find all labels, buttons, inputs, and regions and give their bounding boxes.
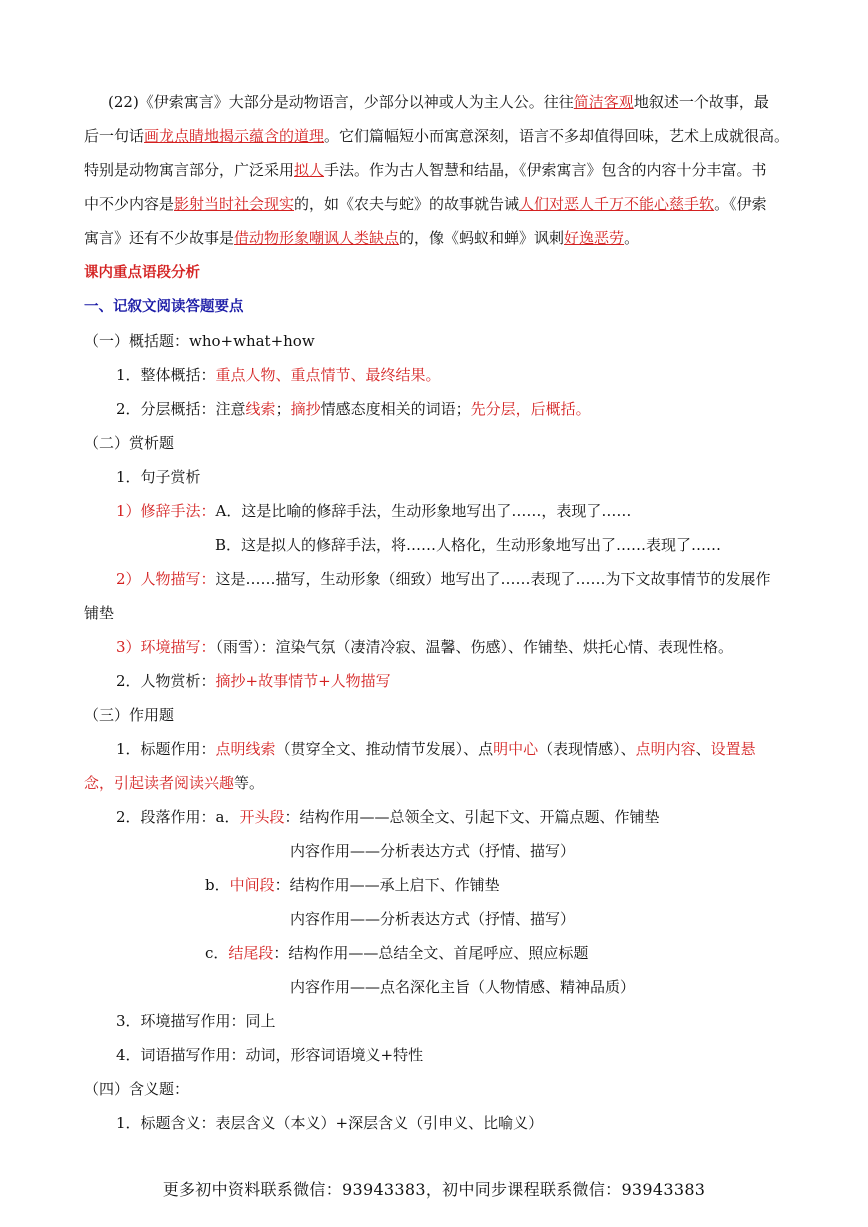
sec1-title: （一）概括题：who+what+how bbox=[84, 332, 315, 350]
text: 。《伊索 bbox=[714, 195, 767, 213]
para22-line-4 bbox=[84, 194, 767, 214]
label: 3）环境描写： bbox=[116, 638, 216, 656]
emphasis: 念，引起读者阅读兴趣 bbox=[84, 774, 235, 792]
text: 这是……描写，生动形象（细致）地写出了……表现了……为下文故事情节的发展作 bbox=[215, 570, 771, 588]
text: 。它们篇幅短小而寓意深刻，语言不多却值得回味，艺术上成就很高。 bbox=[324, 127, 790, 145]
text: 等。 bbox=[234, 774, 265, 792]
sec3-item-2-end-content: 内容作用——点名深化主旨（人物情感、精神品质） bbox=[290, 978, 636, 996]
text: 、 bbox=[695, 740, 711, 758]
text: (22)《伊索寓言》大部分是动物语言，少部分以神或人为主人公。往往 bbox=[108, 93, 574, 111]
text: 1．标题作用： bbox=[116, 740, 216, 758]
text: A．这是比喻的修辞手法，生动形象地写出了……，表现了…… bbox=[215, 502, 632, 520]
highlight: 画龙点睛地揭示蕴含的道理 bbox=[144, 127, 325, 145]
emphasis: 重点人物、重点情节、最终结果。 bbox=[215, 366, 441, 384]
sec3-item-2-end bbox=[205, 943, 588, 963]
sec3-item-1 bbox=[116, 739, 756, 759]
emphasis: 线索 bbox=[245, 400, 276, 418]
text: （雨雪）：渲染气氛（凄清冷寂、温馨、伤感）、作铺垫、烘托心情、表现性格。 bbox=[215, 638, 734, 656]
text: 2．分层概括：注意 bbox=[116, 400, 246, 418]
sec2-item-1: 1．句子赏析 bbox=[116, 468, 201, 486]
emphasis: 摘抄 bbox=[290, 400, 321, 418]
highlight: 影射当时社会现实 bbox=[174, 195, 295, 213]
text: 2．人物赏析： bbox=[116, 672, 216, 690]
para22-line-2 bbox=[84, 126, 789, 146]
para22-line-5 bbox=[84, 228, 639, 248]
sec2-environment bbox=[116, 637, 733, 657]
label: 2）人物描写： bbox=[116, 570, 216, 588]
sec2-rhetoric-b: B．这是拟人的修辞手法，将……人格化，生动形象地写出了……表现了…… bbox=[215, 536, 722, 554]
text: ：结构作用——承上启下、作铺垫 bbox=[274, 876, 500, 894]
sec3-item-2-mid-content: 内容作用——分析表达方式（抒情、描写） bbox=[290, 910, 576, 928]
text: 寓言》还有不少故事是 bbox=[84, 229, 235, 247]
para22-line-1 bbox=[108, 92, 769, 112]
text: ； bbox=[275, 400, 291, 418]
sec3-item-1-cont bbox=[84, 773, 264, 793]
text: 的，像《蚂蚁和蝉》讽刺 bbox=[399, 229, 565, 247]
emphasis: 先分层，后概括。 bbox=[470, 400, 591, 418]
emphasis: 摘抄+故事情节+人物描写 bbox=[215, 672, 391, 690]
sec2-rhetoric-a bbox=[116, 501, 631, 521]
sec4-item-1: 1．标题含义：表层含义（本义）+深层含义（引申义、比喻义） bbox=[116, 1114, 544, 1132]
text: （贯穿全文、推动情节发展）、点 bbox=[275, 740, 494, 758]
sec2-item-2 bbox=[116, 671, 391, 691]
emphasis: 明中心 bbox=[493, 740, 539, 758]
text: 的，如《农夫与蛇》的故事就告诫 bbox=[294, 195, 520, 213]
sec4-title: （四）含义题： bbox=[84, 1080, 190, 1098]
footer-contact: 更多初中资料联系微信：93943383，初中同步课程联系微信：93943383 bbox=[162, 1180, 706, 1199]
sec3-item-3: 3．环境描写作用：同上 bbox=[116, 1012, 276, 1030]
emphasis: 开头段 bbox=[239, 808, 285, 826]
highlight: 简洁客观 bbox=[573, 93, 634, 111]
para22-line-3 bbox=[84, 160, 767, 180]
text: 地叙述一个故事，最 bbox=[633, 93, 769, 111]
text: c． bbox=[205, 944, 229, 962]
text: 后一句话 bbox=[84, 127, 145, 145]
highlight: 拟人 bbox=[294, 161, 325, 179]
sec3-title: （三）作用题 bbox=[84, 706, 175, 724]
text: 中不少内容是 bbox=[84, 195, 175, 213]
sec3-item-2-mid bbox=[205, 875, 500, 895]
text: ：结构作用——总结全文、首尾呼应、照应标题 bbox=[273, 944, 589, 962]
highlight: 好逸恶劳 bbox=[564, 229, 625, 247]
emphasis: 设置悬 bbox=[710, 740, 756, 758]
text: （表现情感）、 bbox=[538, 740, 636, 758]
emphasis: 点明内容 bbox=[635, 740, 696, 758]
section-heading-main: 课内重点语段分析 bbox=[84, 265, 200, 281]
sec2-character-cont: 铺垫 bbox=[84, 604, 115, 622]
text: 情感态度相关的词语； bbox=[320, 400, 471, 418]
text: 。 bbox=[624, 229, 640, 247]
emphasis: 点明线索 bbox=[215, 740, 276, 758]
emphasis: 结尾段 bbox=[228, 944, 274, 962]
label: 1）修辞手法： bbox=[116, 502, 216, 520]
text: 1．整体概括： bbox=[116, 366, 216, 384]
sec2-title: （二）赏析题 bbox=[84, 434, 175, 452]
text: b． bbox=[205, 876, 230, 894]
text: 2．段落作用：a． bbox=[116, 808, 240, 826]
sec1-item-2 bbox=[116, 399, 591, 419]
highlight: 人们对恶人千万不能心慈手软 bbox=[519, 195, 715, 213]
sec2-character bbox=[116, 569, 771, 589]
section-heading-one: 一、记叙文阅读答题要点 bbox=[84, 299, 244, 315]
sec1-item-1 bbox=[116, 365, 441, 385]
text: ：结构作用——总领全文、引起下文、开篇点题、作铺垫 bbox=[284, 808, 660, 826]
sec3-item-4: 4．词语描写作用：动词，形容词语境义+特性 bbox=[116, 1046, 424, 1064]
text: 手法。作为古人智慧和结晶，《伊索寓言》包含的内容十分丰富。书 bbox=[324, 161, 767, 179]
sec3-item-2-open-content: 内容作用——分析表达方式（抒情、描写） bbox=[290, 842, 576, 860]
sec3-item-2-open bbox=[116, 807, 660, 827]
highlight: 借动物形象嘲讽人类缺点 bbox=[234, 229, 400, 247]
text: 特别是动物寓言部分，广泛采用 bbox=[84, 161, 295, 179]
emphasis: 中间段 bbox=[229, 876, 275, 894]
